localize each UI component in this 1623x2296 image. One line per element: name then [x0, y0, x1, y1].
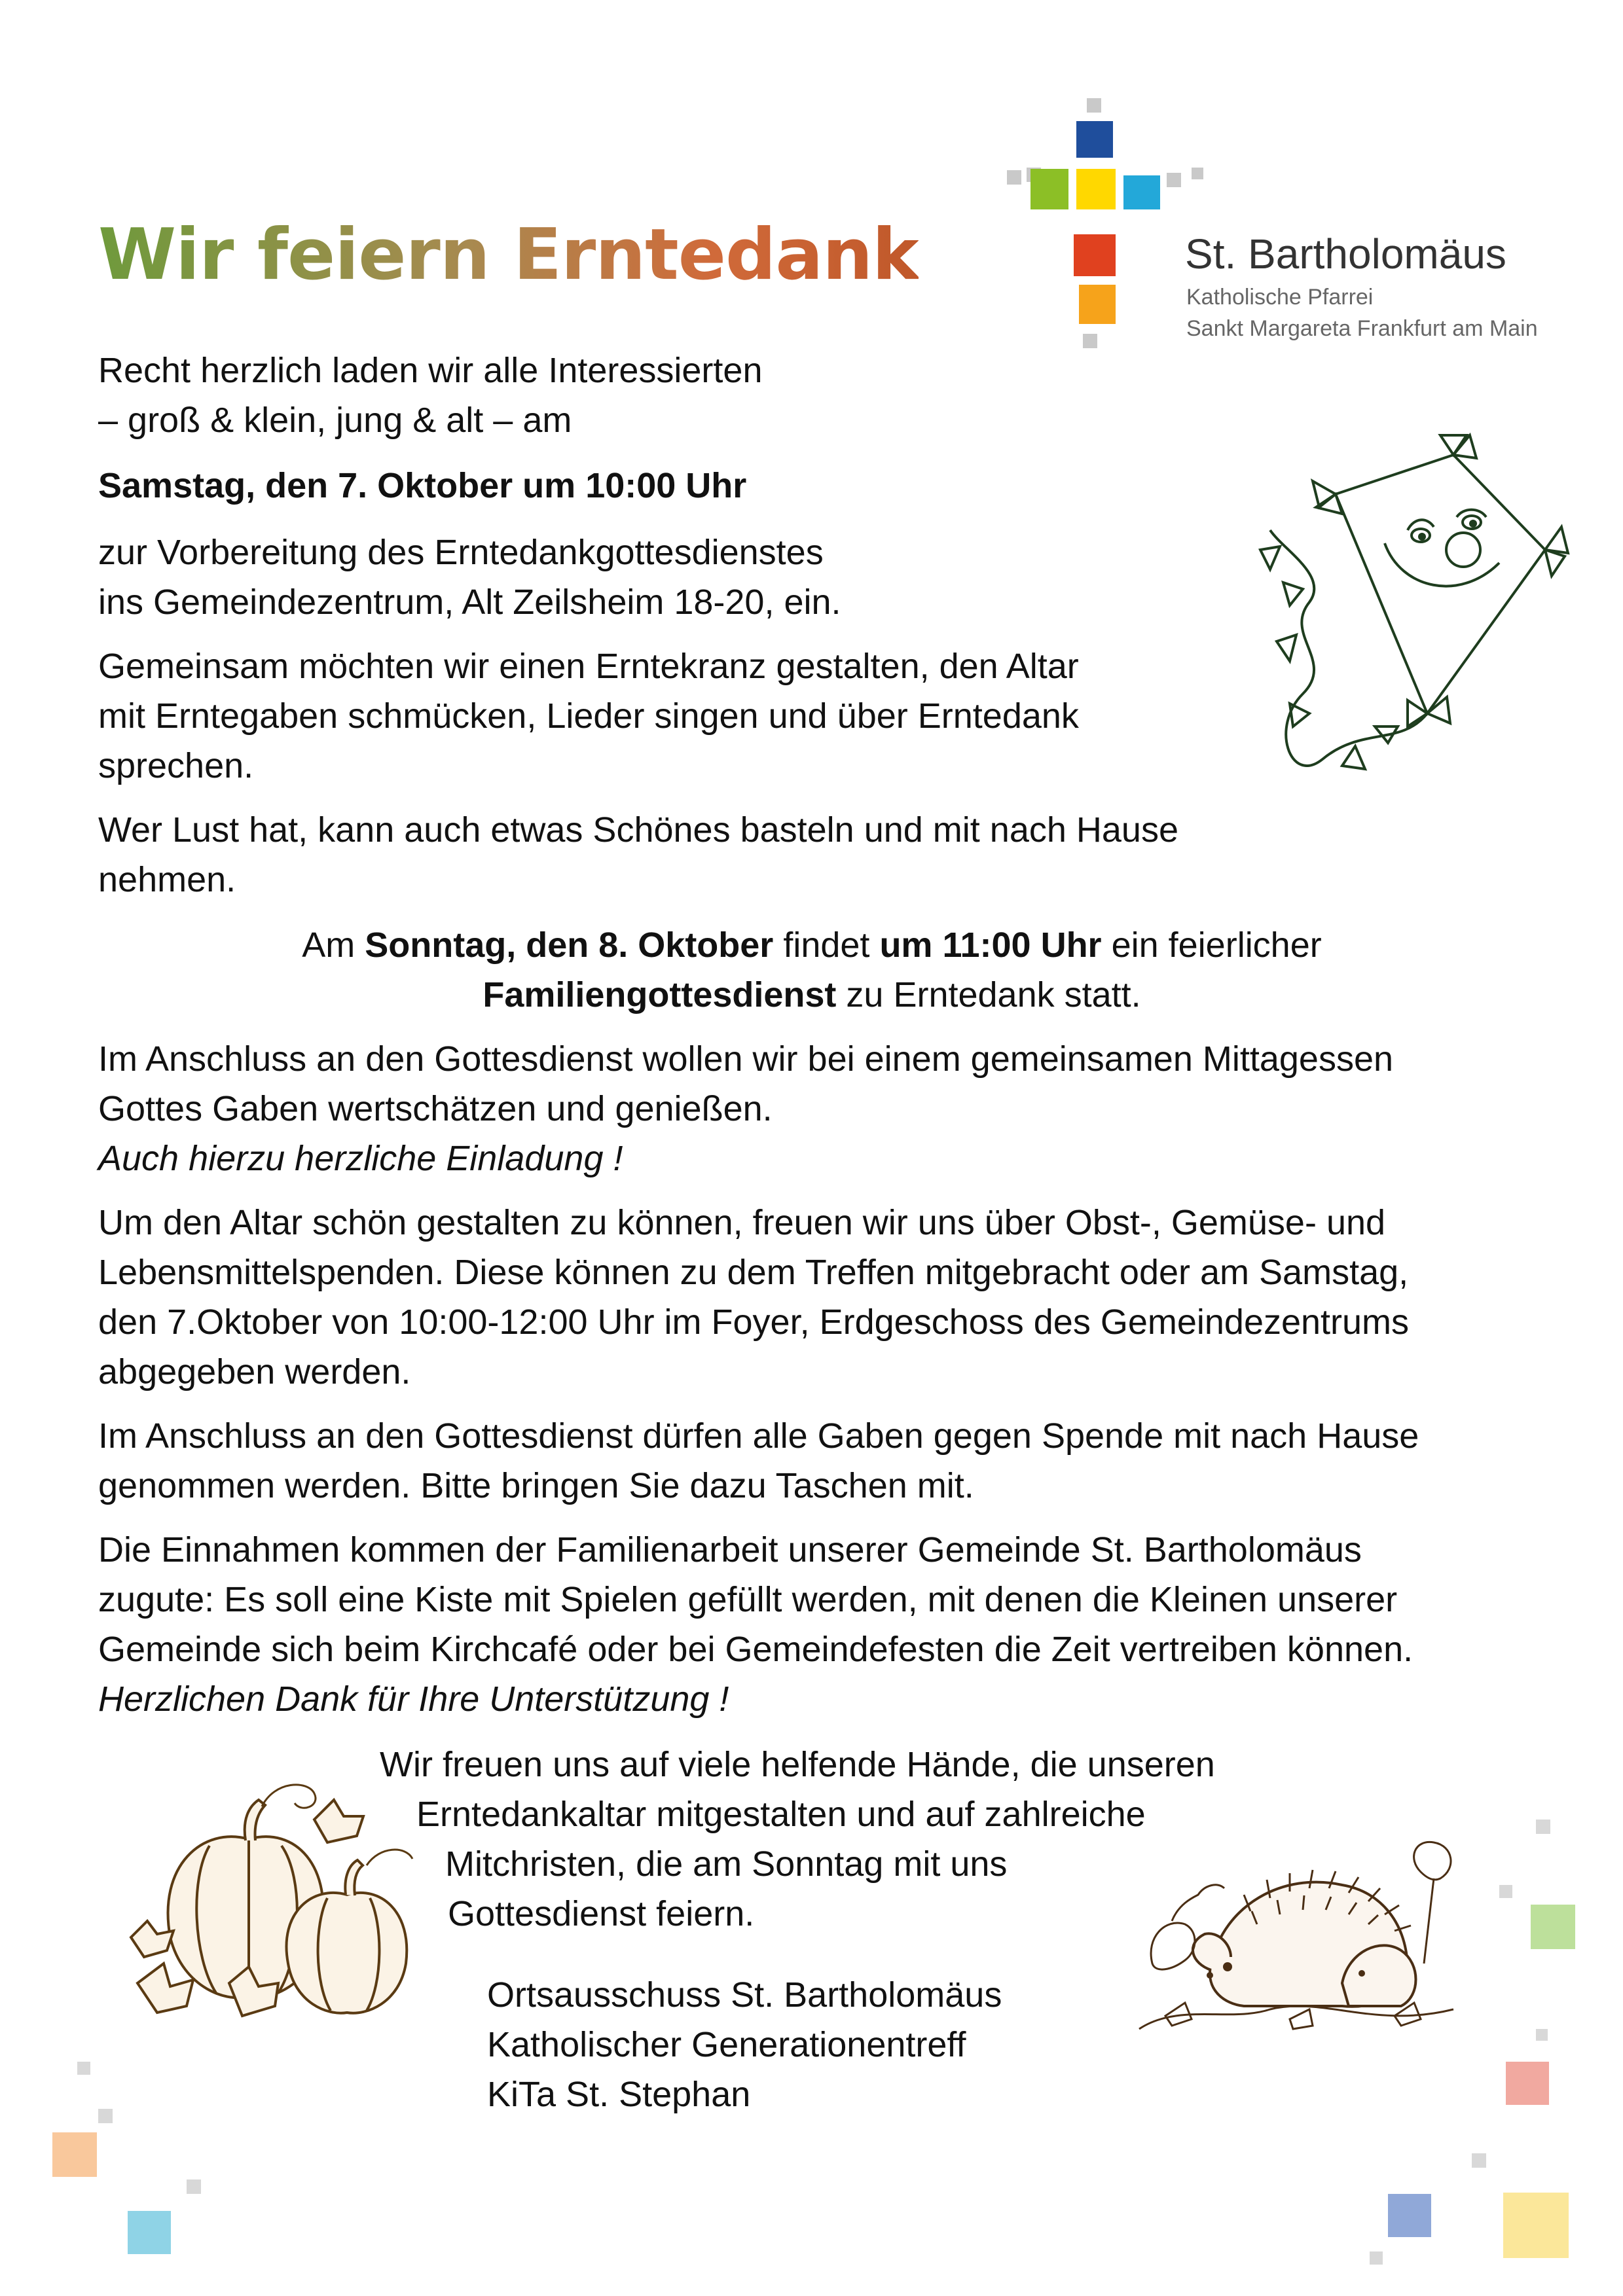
donations-line-4: abgegeben werden.: [98, 1352, 411, 1391]
take-home-line-2: genommen werden. Bitte bringen Sie dazu Taschen mit.: [98, 1466, 974, 1505]
purpose-line-2: ins Gemeindezentrum, Alt Zeilsheim 18-20, ein.: [98, 583, 841, 622]
parish-logo: [1002, 92, 1565, 367]
pumpkins-illustration-icon: [118, 1767, 432, 2042]
closing-line-4: Gottesdienst feiern.: [448, 1894, 755, 1933]
signature-2: Katholischer Generationentreff: [487, 2025, 966, 2064]
sunday-announcement: [98, 920, 1525, 1020]
closing-line-1: Wir freuen uns auf viele helfende Hände, die unseren: [380, 1745, 1215, 1784]
sunday-pre: Am: [302, 925, 365, 965]
sunday-post: ein feierlicher: [1101, 925, 1322, 965]
activities-line-2: mit Erntegaben schmücken, Lieder singen und über Erntedank: [98, 696, 1079, 736]
income-thanks: Herzlichen Dank für Ihre Unterstützung !: [98, 1679, 729, 1719]
signature-1: Ortsausschuss St. Bartholomäus: [487, 1975, 1002, 2015]
lunch-line-2: Gottes Gaben wertschätzen und genießen.: [98, 1089, 773, 1128]
donations-line-2: Lebensmittelspenden. Diese können zu dem Treffen mitgebracht oder am Samstag,: [98, 1253, 1409, 1292]
sunday-time: um 11:00 Uhr: [879, 925, 1102, 965]
income-line-3: Gemeinde sich beim Kirchcafé oder bei Gemeindefesten die Zeit vertreiben können.: [98, 1630, 1413, 1669]
logo-line-1: Katholische Pfarrei: [1186, 285, 1374, 310]
sunday-end: zu Erntedank statt.: [836, 975, 1141, 1014]
donations-line-1: Um den Altar schön gestalten zu können, freuen wir uns über Obst-, Gemüse- und: [98, 1203, 1386, 1242]
lunch-invite: Auch hierzu herzliche Einladung !: [98, 1139, 623, 1178]
intro-line-1: Recht herzlich laden wir alle Interessierten: [98, 351, 763, 390]
sunday-line-2: [98, 970, 1525, 1020]
family-service: Familiengottesdienst: [483, 975, 837, 1014]
hedgehog-illustration-icon: [1126, 1833, 1467, 2049]
lunch-line-1: Im Anschluss an den Gottesdienst wollen wir bei einem gemeinsamen Mittagessen: [98, 1039, 1394, 1079]
closing-line-2: Erntedankaltar mitgestalten und auf zahlreiche: [416, 1795, 1146, 1834]
craft-line-1: Wer Lust hat, kann auch etwas Schönes basteln und mit nach Hause: [98, 810, 1178, 850]
take-home-line-1: Im Anschluss an den Gottesdienst dürfen alle Gaben gegen Spende mit nach Hause: [98, 1416, 1419, 1456]
saturday-date: Samstag, den 7. Oktober um 10:00 Uhr: [98, 466, 747, 505]
activities-line-1: Gemeinsam möchten wir einen Erntekranz gestalten, den Altar: [98, 647, 1079, 686]
craft-line-2: nehmen.: [98, 860, 236, 899]
sunday-mid: findet: [773, 925, 880, 965]
income-line-2: zugute: Es soll eine Kiste mit Spielen gefüllt werden, mit denen die Kleinen unserer: [98, 1580, 1398, 1619]
signature-3: KiTa St. Stephan: [487, 2075, 751, 2114]
purpose-line-1: zur Vorbereitung des Erntedankgottesdienstes: [98, 533, 824, 572]
kite-illustration-icon: [1231, 419, 1571, 812]
closing-line-3: Mitchristen, die am Sonntag mit uns: [445, 1844, 1008, 1884]
intro-line-2: – groß & klein, jung & alt – am: [98, 401, 572, 440]
donations-line-3: den 7.Oktober von 10:00-12:00 Uhr im Foyer, Erdgeschoss des Gemeindezentrums: [98, 1302, 1410, 1342]
activities-line-3: sprechen.: [98, 746, 254, 785]
income-line-1: Die Einnahmen kommen der Familienarbeit unserer Gemeinde St. Bartholomäus: [98, 1530, 1362, 1570]
page-title: Wir feiern Erntedank: [98, 209, 919, 301]
sunday-line-1: [98, 920, 1525, 970]
logo-parish-name: St. Bartholomäus: [1185, 230, 1506, 278]
sunday-date: Sonntag, den 8. Oktober: [365, 925, 774, 965]
logo-line-2: Sankt Margareta Frankfurt am Main: [1186, 316, 1538, 341]
